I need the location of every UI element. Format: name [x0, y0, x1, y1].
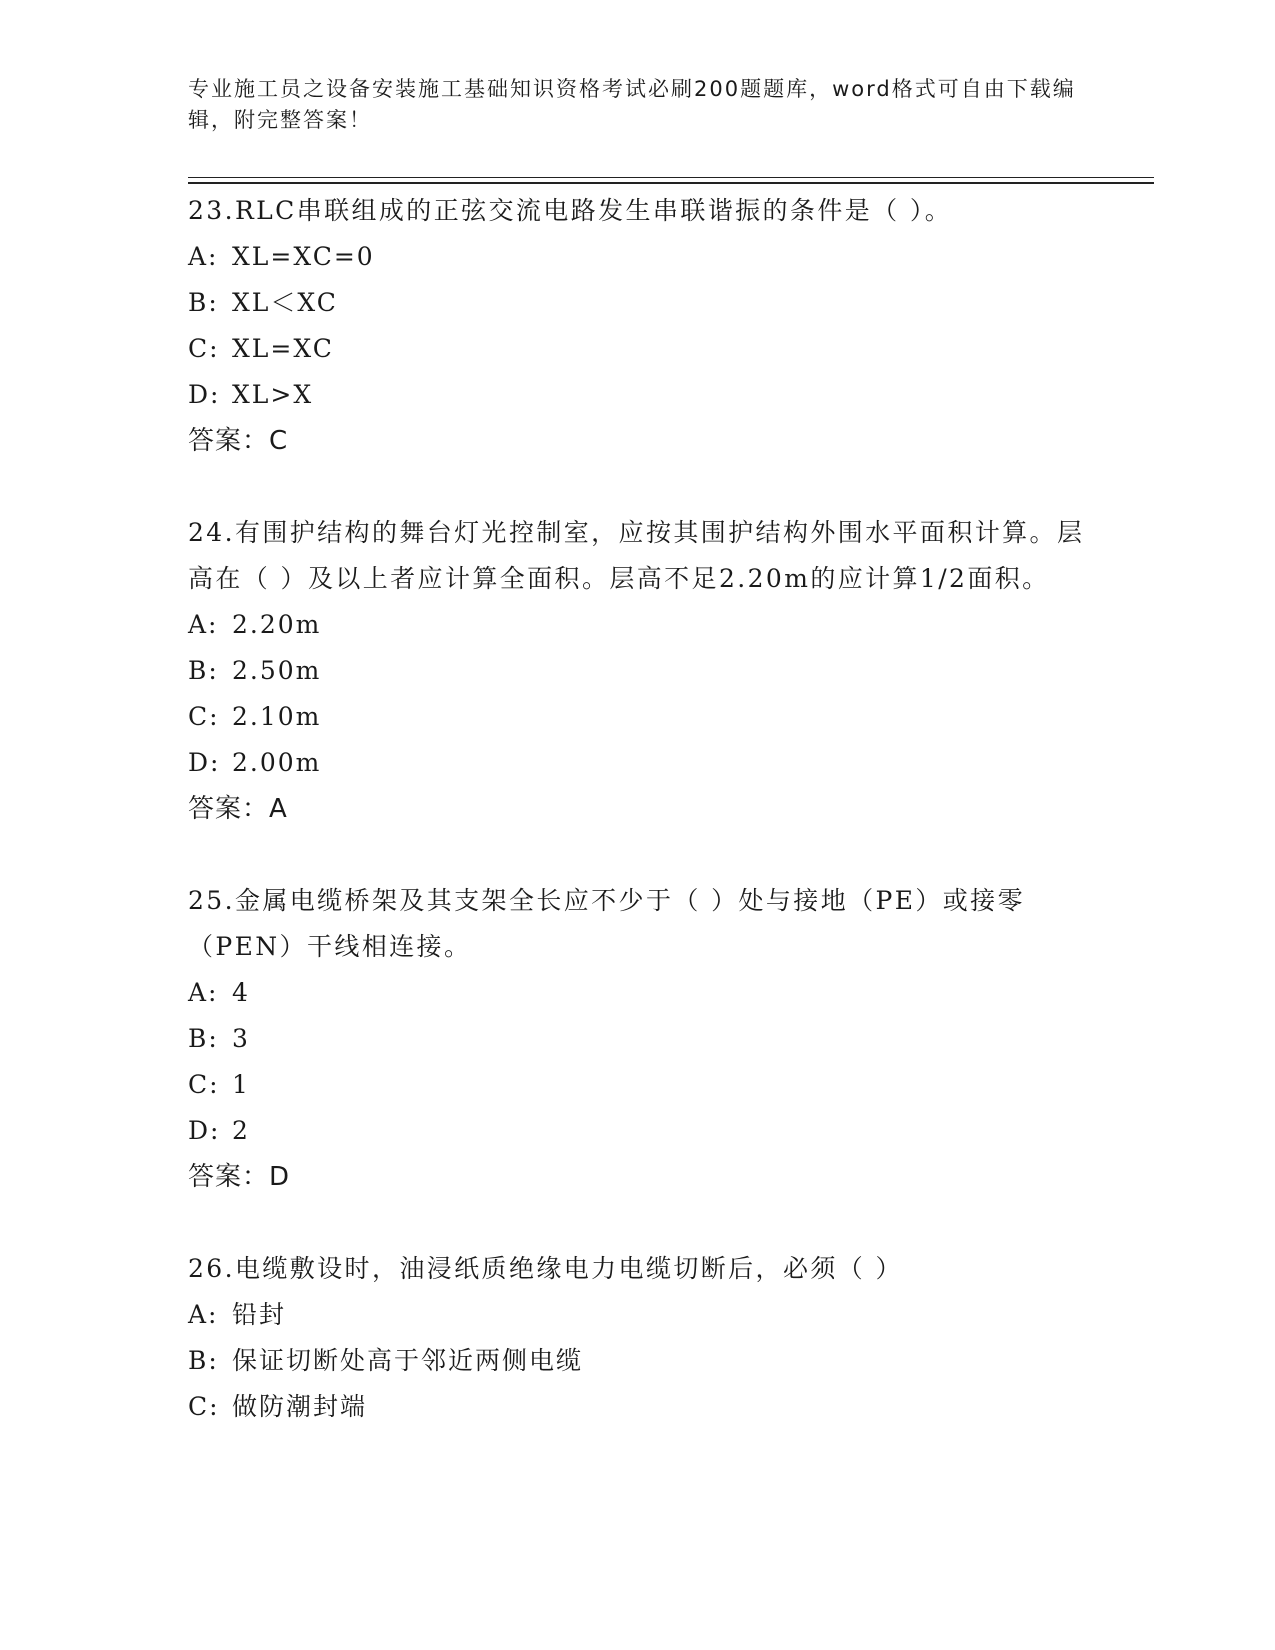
option-letter: D: [188, 748, 221, 777]
question-list [188, 188, 1088, 1430]
option-c [188, 1062, 1088, 1108]
option-letter: D: [188, 380, 221, 409]
option-text: 2 [232, 1116, 250, 1145]
option-d [188, 740, 1088, 786]
question-stem: 23.RLC串联组成的正弦交流电路发生串联谐振的条件是（ ）。 [188, 196, 953, 225]
option-text: 2.00m [232, 748, 322, 777]
option-letter: C: [188, 1070, 220, 1099]
option-a [188, 1292, 1088, 1338]
question-25 [188, 878, 1088, 1200]
option-letter: B: [188, 656, 219, 685]
option-letter: A: [188, 1300, 219, 1329]
option-letter: A: [188, 242, 219, 271]
option-d [188, 1108, 1088, 1154]
option-text: XL＜XC [232, 288, 338, 317]
option-c [188, 694, 1088, 740]
option-a [188, 970, 1088, 1016]
option-text: XL=XC [232, 334, 334, 363]
option-letter: C: [188, 334, 220, 363]
option-a [188, 602, 1088, 648]
option-b [188, 648, 1088, 694]
option-letter: D: [188, 1116, 221, 1145]
option-letter: B: [188, 1346, 219, 1375]
answer-line: 答案：D [188, 1162, 291, 1192]
option-text: 1 [232, 1070, 250, 1099]
option-letter: C: [188, 702, 220, 731]
answer-line: 答案：C [188, 426, 289, 456]
option-letter: A: [188, 610, 219, 639]
option-c [188, 1384, 1088, 1430]
option-letter: B: [188, 288, 219, 317]
question-26 [188, 1246, 1088, 1430]
option-text: XL=XC=0 [232, 242, 375, 271]
option-text: 4 [232, 978, 250, 1007]
option-text: 2.10m [232, 702, 322, 731]
question-stem: 25.金属电缆桥架及其支架全长应不少于（ ）处与接地（PE）或接零（PEN）干线相连接。 [188, 886, 1025, 961]
option-a [188, 234, 1088, 280]
option-text: 2.20m [232, 610, 322, 639]
option-text: 做防潮封端 [232, 1392, 368, 1421]
header-divider-thin [188, 177, 1154, 178]
option-text: 2.50m [232, 656, 322, 685]
header-divider-thick [188, 182, 1154, 184]
document-header: 专业施工员之设备安装施工基础知识资格考试必刷200题题库，word格式可自由下载编辑，附完整答案！ [188, 77, 1076, 132]
option-b [188, 1338, 1088, 1384]
option-c [188, 326, 1088, 372]
question-24 [188, 510, 1088, 832]
question-stem: 24.有围护结构的舞台灯光控制室，应按其围护结构外围水平面积计算。层高在（ ）及以上者应计算全面积。层高不足2.20m的应计算1/2面积。 [188, 518, 1085, 593]
answer-line: 答案：A [188, 794, 288, 824]
option-text: 铅封 [232, 1300, 287, 1329]
option-text: 3 [232, 1024, 250, 1053]
option-text: XL>X [232, 380, 314, 409]
option-d [188, 372, 1088, 418]
question-stem: 26.电缆敷设时，油浸纸质绝缘电力电缆切断后，必须（ ） [188, 1254, 903, 1283]
question-23 [188, 188, 1088, 464]
option-letter: C: [188, 1392, 220, 1421]
option-letter: B: [188, 1024, 219, 1053]
option-b [188, 1016, 1088, 1062]
option-text: 保证切断处高于邻近两侧电缆 [232, 1346, 584, 1375]
option-letter: A: [188, 978, 219, 1007]
option-b [188, 280, 1088, 326]
